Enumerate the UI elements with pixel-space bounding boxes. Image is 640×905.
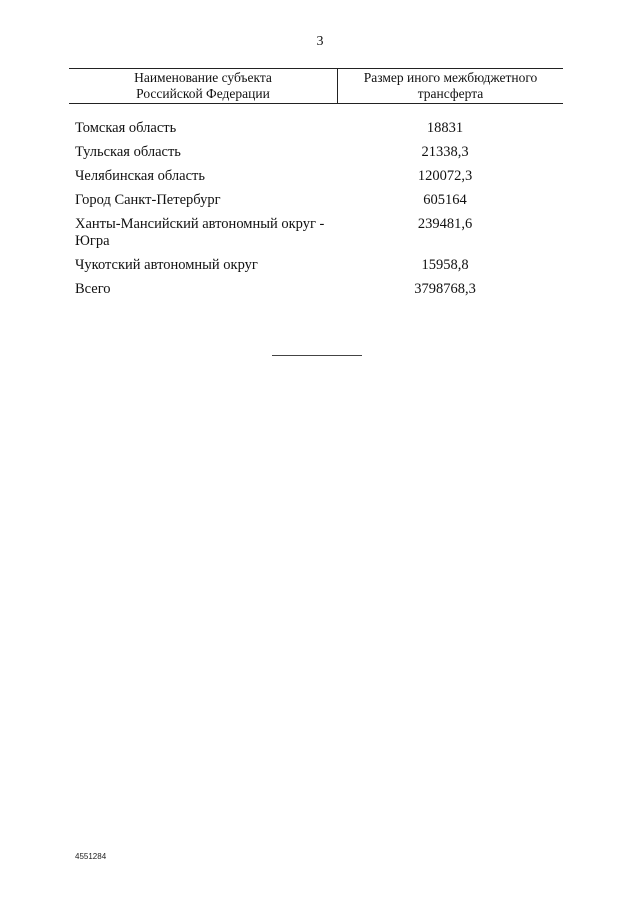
row-transfer-value: 21338,3: [421, 144, 469, 160]
header-transfer-size-line1: Размер иного межбюджетного: [363, 70, 538, 85]
row-subject-name-line1: Ханты-Мансийский автономный округ -: [75, 216, 325, 232]
row-transfer-value: 239481,6: [417, 216, 473, 232]
page-number: 3: [316, 34, 324, 49]
row-subject-name: [75, 216, 345, 250]
row-subject-name: Чукотский автономный округ: [75, 257, 258, 273]
table-row: [75, 168, 565, 185]
row-subject-name: Город Санкт-Петербург: [75, 192, 221, 208]
row-total-label: Всего: [75, 281, 111, 297]
row-subject-name: Тульская область: [75, 144, 181, 160]
row-subject-name-line2: Югра: [75, 233, 110, 249]
table-header: [69, 68, 563, 104]
row-transfer-value: 605164: [423, 192, 467, 208]
row-subject-name: Томская область: [75, 120, 177, 136]
row-transfer-value: 15958,8: [421, 257, 469, 273]
table-row: [75, 257, 565, 274]
table-body: [75, 120, 565, 305]
row-total-value: 3798768,3: [414, 281, 476, 297]
header-subject-name: [69, 69, 338, 103]
header-transfer-size: [338, 69, 563, 103]
document-code: 4551284: [75, 852, 107, 861]
table-row: [75, 144, 565, 161]
header-subject-name-line2: Российской Федерации: [136, 86, 270, 101]
row-transfer-value: 120072,3: [417, 168, 473, 184]
table-row-total: [75, 281, 565, 298]
table-row: [75, 120, 565, 137]
header-subject-name-line1: Наименование субъекта: [134, 70, 272, 85]
table-row: [75, 216, 565, 250]
end-of-document-line: [272, 355, 362, 356]
row-subject-name: Челябинская область: [75, 168, 205, 184]
row-transfer-value: 18831: [426, 120, 464, 136]
header-transfer-size-line2: трансферта: [417, 86, 484, 101]
table-row: [75, 192, 565, 209]
